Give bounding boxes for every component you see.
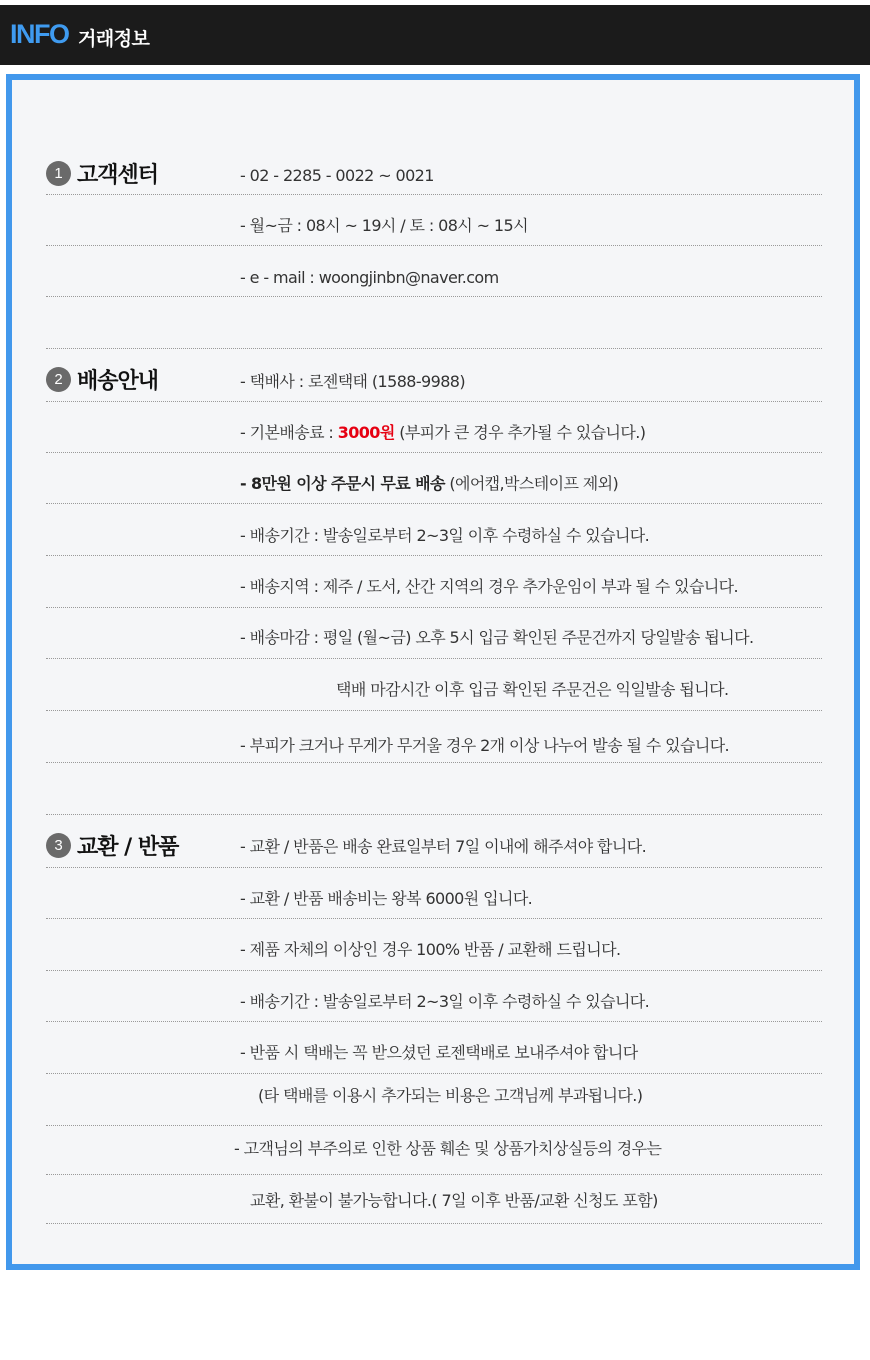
- info-line: - 배송지역 : 제주 / 도서, 산간 지역의 경우 추가운임이 부과 될 수 있습니다.: [240, 577, 739, 596]
- dotted-divider: [46, 1125, 822, 1126]
- dotted-divider: [46, 970, 822, 971]
- info-line-free-shipping: [240, 474, 618, 494]
- info-line: (타 택배를 이용시 추가되는 비용은 고객님께 부과됩니다.): [258, 1086, 643, 1105]
- section-number-badge: 3: [46, 833, 71, 858]
- dotted-divider: [46, 348, 822, 349]
- dotted-divider: [46, 452, 822, 453]
- section-label: 고객센터: [77, 162, 159, 188]
- shipping-fee-amount: 3000원: [337, 423, 395, 442]
- dotted-divider: [46, 814, 822, 815]
- dotted-divider: [46, 867, 822, 868]
- section-label: 교환 / 반품: [77, 834, 179, 860]
- dotted-divider: [46, 296, 822, 297]
- section-customer-center-title: [46, 158, 158, 188]
- shipping-fee-prefix: - 기본배송료 :: [240, 423, 338, 442]
- dotted-divider: [46, 607, 822, 608]
- info-line: - 교환 / 반품은 배송 완료일부터 7일 이내에 해주셔야 합니다.: [240, 837, 647, 856]
- header-title: 거래정보: [78, 28, 150, 50]
- dotted-divider: [46, 1223, 822, 1224]
- info-line: - 배송기간 : 발송일로부터 2~3일 이후 수령하실 수 있습니다.: [240, 992, 650, 1011]
- info-panel: [6, 74, 860, 1270]
- info-line: - e - mail : woongjinbn@naver.com: [240, 268, 499, 287]
- info-line: - 02 - 2285 - 0022 ~ 0021: [240, 166, 434, 185]
- info-line: - 반품 시 택배는 꼭 받으셨던 로젠택배로 보내주셔야 합니다: [240, 1043, 638, 1062]
- info-line-shipping-fee: [240, 423, 645, 443]
- section-label: 배송안내: [77, 368, 159, 394]
- info-line: - 택배사 : 로젠택태 (1588-9988): [240, 372, 465, 391]
- dotted-divider: [46, 503, 822, 504]
- info-line: 택배 마감시간 이후 입금 확인된 주문건은 익일발송 됩니다.: [336, 680, 729, 699]
- section-delivery-title: [46, 364, 158, 394]
- info-line: - 월~금 : 08시 ~ 19시 / 토 : 08시 ~ 15시: [240, 216, 528, 235]
- dotted-divider: [46, 401, 822, 402]
- dotted-divider: [46, 555, 822, 556]
- info-line: 교환, 환불이 불가능합니다.( 7일 이후 반품/교환 신청도 포함): [250, 1191, 658, 1210]
- info-line: - 고객님의 부주의로 인한 상품 훼손 및 상품가치상실등의 경우는: [234, 1139, 662, 1158]
- dotted-divider: [46, 710, 822, 711]
- dotted-divider: [46, 762, 822, 763]
- free-shipping-condition: - 8만원 이상 주문시 무료 배송: [240, 474, 445, 493]
- section-number-badge: 2: [46, 367, 71, 392]
- header-brand: INFO: [10, 19, 69, 49]
- dotted-divider: [46, 245, 822, 246]
- free-shipping-note: (에어캡,박스테이프 제외): [444, 474, 619, 493]
- dotted-divider: [46, 918, 822, 919]
- info-line: - 배송마감 : 평일 (월~금) 오후 5시 입금 확인된 주문건까지 당일발송 됩니다.: [240, 628, 754, 647]
- info-line: - 배송기간 : 발송일로부터 2~3일 이후 수령하실 수 있습니다.: [240, 526, 650, 545]
- section-exchange-return-title: [46, 830, 178, 860]
- dotted-divider: [46, 1021, 822, 1022]
- dotted-divider: [46, 1174, 822, 1175]
- section-number-badge: 1: [46, 161, 71, 186]
- dotted-divider: [46, 1073, 822, 1074]
- info-header: [0, 5, 870, 65]
- info-line: - 교환 / 반품 배송비는 왕복 6000원 입니다.: [240, 889, 533, 908]
- shipping-fee-note: (부피가 큰 경우 추가될 수 있습니다.): [394, 423, 646, 442]
- dotted-divider: [46, 194, 822, 195]
- info-line: - 부피가 크거나 무게가 무거울 경우 2개 이상 나누어 발송 될 수 있습니다.: [240, 736, 730, 755]
- info-line: - 제품 자체의 이상인 경우 100% 반품 / 교환해 드립니다.: [240, 940, 621, 959]
- dotted-divider: [46, 658, 822, 659]
